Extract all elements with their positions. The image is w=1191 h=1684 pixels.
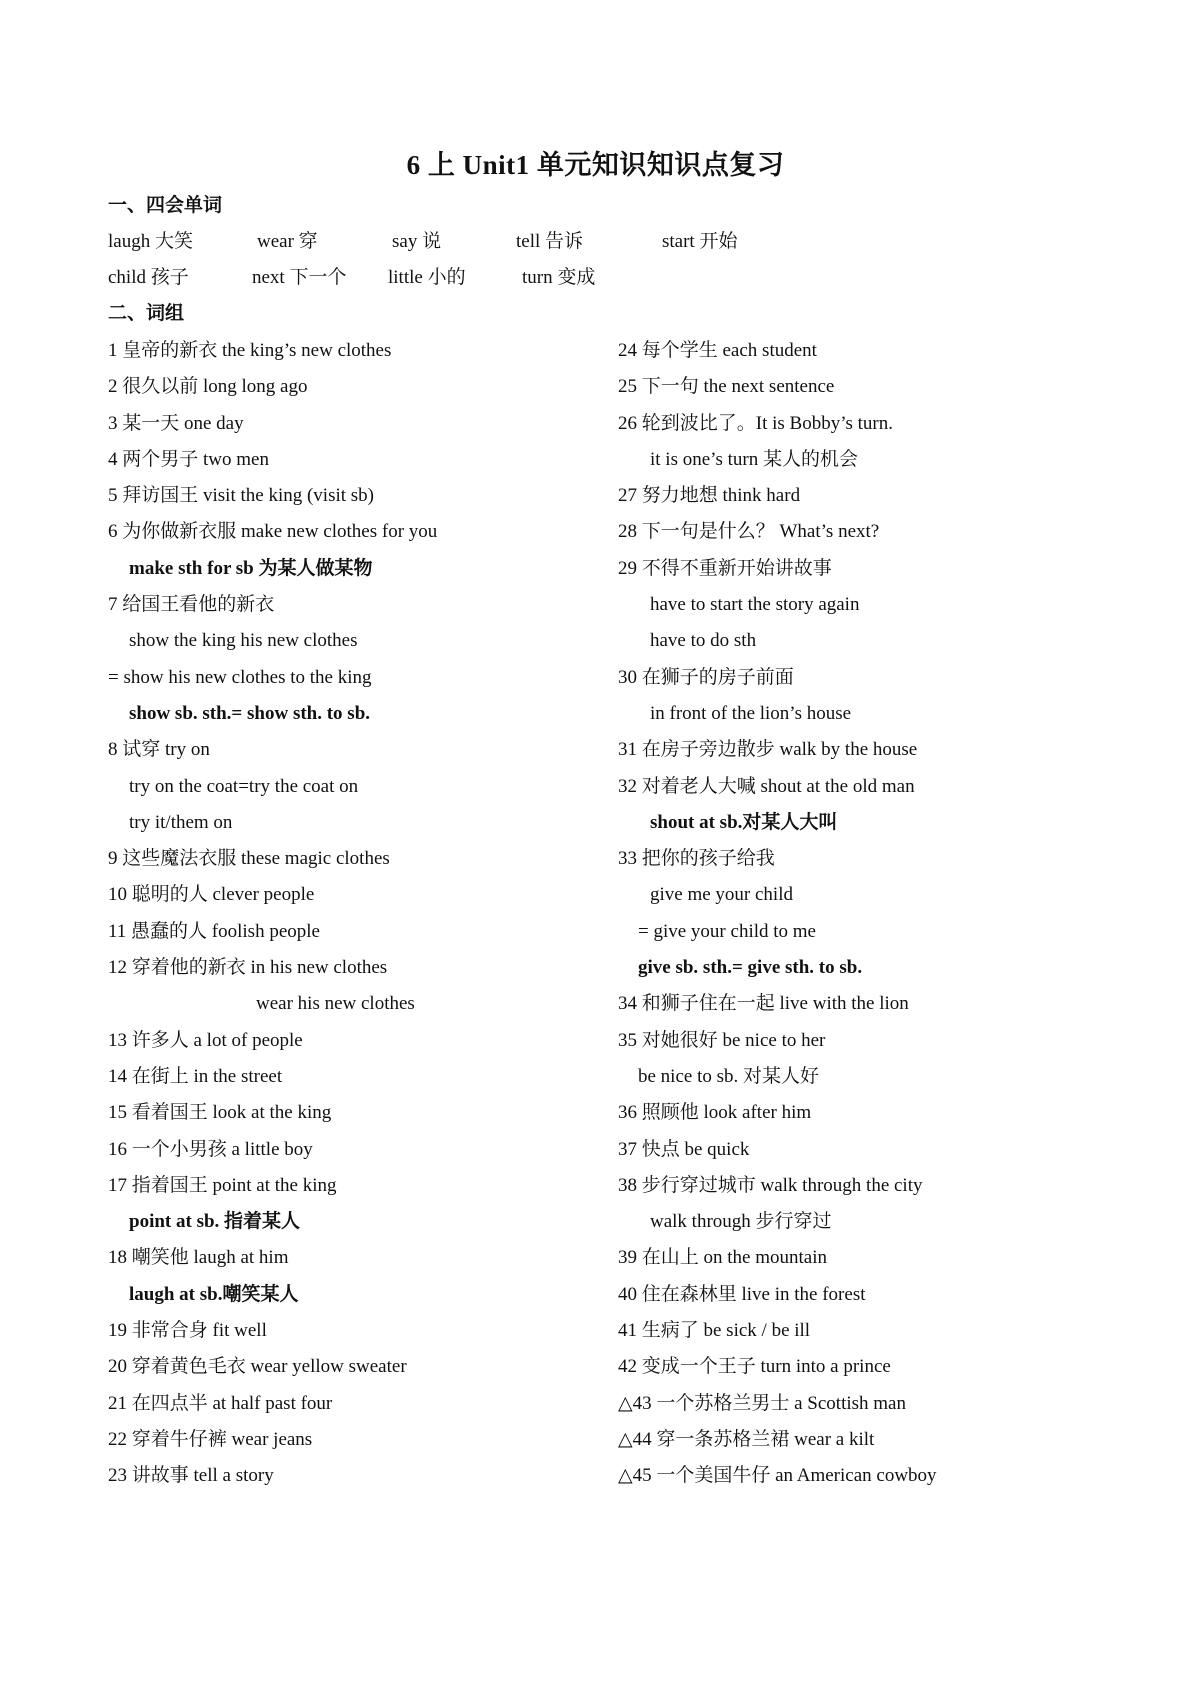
phrase-line: 7 给国王看他的新衣 (108, 594, 275, 616)
phrase-line: in front of the lion’s house (650, 702, 852, 724)
phrase-line: 31 在房子旁边散步 walk by the house (618, 739, 918, 761)
phrase-line: 36 照顾他 look after him (618, 1102, 812, 1124)
phrase-line: 12 穿着他的新衣 in his new clothes (108, 957, 388, 979)
phrase-line: 18 嘲笑他 laugh at him (108, 1247, 289, 1269)
page-title: 6 上 Unit1 单元知识知识点复习 (406, 150, 785, 180)
phrase-line: show sb. sth.= show sth. to sb. (129, 702, 371, 724)
phrase-line: 39 在山上 on the mountain (618, 1247, 827, 1269)
vocab-word: little 小的 (388, 267, 466, 288)
phrase-line: = give your child to me (638, 920, 816, 942)
phrase-column-left (108, 333, 598, 1495)
phrase-line: 10 聪明的人 clever people (108, 884, 315, 906)
phrase-column-right (618, 333, 1078, 1495)
phrase-line: 28 下一句是什么？ What’s next? (618, 521, 880, 543)
phrase-line: 32 对着老人大喊 shout at the old man (618, 775, 915, 797)
phrase-line: 29 不得不重新开始讲故事 (618, 557, 832, 579)
phrase-line: 13 许多人 a lot of people (108, 1029, 303, 1051)
phrase-line: 35 对她很好 be nice to her (618, 1029, 826, 1051)
phrase-line: make sth for sb 为某人做某物 (129, 557, 373, 579)
vocab-word: laugh 大笑 (108, 231, 193, 252)
phrase-line: 42 变成一个王子 turn into a prince (618, 1356, 891, 1378)
phrase-line: it is one’s turn 某人的机会 (650, 448, 858, 470)
phrase-line: 30 在狮子的房子前面 (618, 666, 794, 688)
phrase-line: 22 穿着牛仔裤 wear jeans (108, 1428, 313, 1450)
phrase-line: 6 为你做新衣服 make new clothes for you (108, 521, 438, 543)
phrase-line: laugh at sb.嘲笑某人 (129, 1283, 299, 1305)
phrase-line: 9 这些魔法衣服 these magic clothes (108, 848, 390, 870)
phrase-line: give me your child (650, 884, 793, 906)
phrase-line: 4 两个男子 two men (108, 448, 269, 470)
vocab-word: say 说 (392, 231, 442, 252)
phrase-line: 15 看着国王 look at the king (108, 1102, 332, 1124)
phrase-line: 17 指着国王 point at the king (108, 1174, 337, 1196)
phrase-line: 38 步行穿过城市 walk through the city (618, 1174, 923, 1196)
phrase-line: 21 在四点半 at half past four (108, 1392, 333, 1414)
phrase-line: 27 努力地想 think hard (618, 485, 801, 507)
phrase-line: try it/them on (129, 811, 233, 833)
section-heading-vocabulary: 一、四会单词 (108, 195, 223, 216)
phrase-line: 2 很久以前 long long ago (108, 376, 308, 398)
phrase-line: 26 轮到波比了。It is Bobby’s turn. (618, 412, 893, 434)
phrase-line: 23 讲故事 tell a story (108, 1465, 274, 1487)
phrase-line: 16 一个小男孩 a little boy (108, 1138, 313, 1160)
phrase-line: try on the coat=try the coat on (129, 775, 359, 797)
phrase-line: 33 把你的孩子给我 (618, 848, 775, 870)
phrase-line: △45 一个美国牛仔 an American cowboy (618, 1465, 937, 1487)
phrase-line: 20 穿着黄色毛衣 wear yellow sweater (108, 1356, 407, 1378)
phrase-line: 14 在街上 in the street (108, 1065, 283, 1087)
phrase-line: 11 愚蠢的人 foolish people (108, 920, 320, 942)
phrase-line: be nice to sb. 对某人好 (638, 1065, 820, 1087)
phrase-line: have to start the story again (650, 594, 860, 616)
phrase-line: 25 下一句 the next sentence (618, 376, 835, 398)
phrase-line: shout at sb.对某人大叫 (650, 811, 838, 833)
phrase-line: 5 拜访国王 visit the king (visit sb) (108, 485, 375, 507)
vocab-word: start 开始 (662, 231, 738, 252)
phrase-line: 37 快点 be quick (618, 1138, 750, 1160)
vocab-word: next 下一个 (252, 267, 347, 288)
phrase-line: point at sb. 指着某人 (129, 1211, 301, 1233)
phrase-line: walk through 步行穿过 (650, 1211, 832, 1233)
phrase-line: △44 穿一条苏格兰裙 wear a kilt (618, 1428, 875, 1450)
vocab-word: turn 变成 (522, 267, 596, 288)
phrase-line: 8 试穿 try on (108, 739, 210, 761)
section-heading-phrases: 二、词组 (108, 303, 185, 324)
phrase-line: give sb. sth.= give sth. to sb. (638, 957, 863, 979)
phrase-line: 19 非常合身 fit well (108, 1320, 267, 1342)
phrase-line: 34 和狮子住在一起 live with the lion (618, 993, 909, 1015)
phrase-line: = show his new clothes to the king (108, 666, 372, 688)
phrase-line: 1 皇帝的新衣 the king’s new clothes (108, 340, 392, 361)
phrase-line: show the king his new clothes (129, 630, 358, 652)
vocab-word: tell 告诉 (516, 231, 584, 252)
phrase-line: 40 住在森林里 live in the forest (618, 1283, 866, 1305)
phrase-line: 41 生病了 be sick / be ill (618, 1320, 811, 1342)
phrase-line: 3 某一天 one day (108, 412, 244, 434)
vocab-word: wear 穿 (257, 231, 318, 252)
phrase-line: 24 每个学生 each student (618, 340, 817, 361)
phrase-line: wear his new clothes (256, 993, 415, 1015)
vocab-word: child 孩子 (108, 267, 189, 288)
phrase-line: △43 一个苏格兰男士 a Scottish man (618, 1392, 906, 1414)
phrase-line: have to do sth (650, 630, 757, 652)
